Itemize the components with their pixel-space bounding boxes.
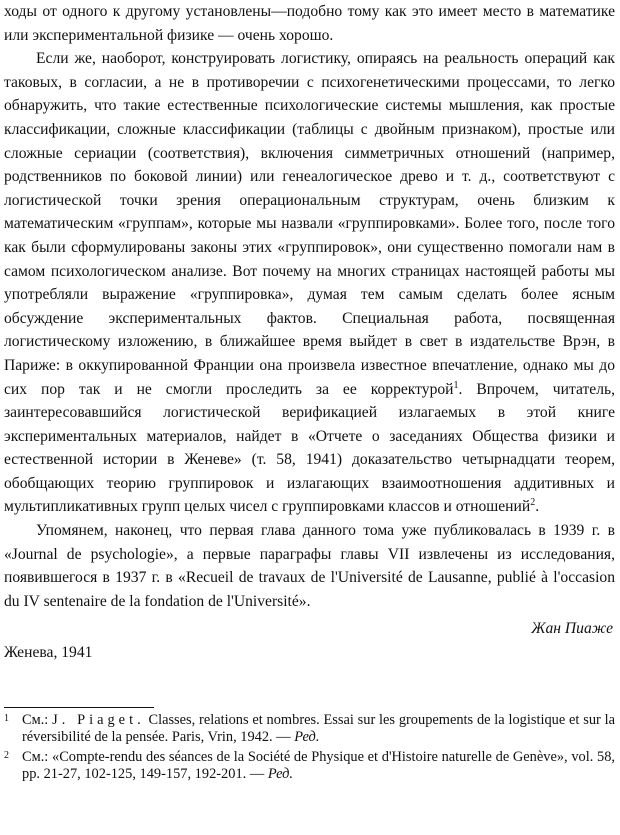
footnote-author: J. Piaget. [52,711,145,728]
paragraph-logistics: Если же, наоборот, конструировать логистику, опираясь на реальность операций как таковых, в согласии, а не в противоречии с психогенетическими процессами, то легко обнаружить, что такие естественные психологические системы мышления, как простые классификации, сложные классификации (таблицы с двойным признаком), простые или сложные сериации (соответствия), включения симметричных отношений (например, родственников по боковой линии) или генеалогическое древо и т. д., соответствуют с логистической точки зрения операциональным структурам, очень близким к математическим «группам», которые мы назвали «группировками». Более того, после того как были сформулированы законы этих «группировок», они существенно помогали нам в самом психологическом анализе. Вот почему на многих страницах настоящей работы мы употребляли выражение «группировка», думая тем самым сделать более ясным обсуждение экспериментальных фактов. Специальная работа, посвященная логистическому изложению, в ближайшее время выйдет в свет в издательстве Врэн, в Париже: в оккупированной Франции она произвела известное впечатление, однако мы до сих пор так и не смогли проследить за ее корректурой$^1$. Впрочем, читатель, заинтересовавшийся логистической верификацией излагаемых в этой книге экспериментальных материалов, найдет в «Отчете о заседаниях Общества физики и естественной истории в Женеве» (т. 58, 1941) доказательство четырнадцати теорем, обобщающих теорию группировок и излагающих взаимоотношения аддитивных и мультипликативных групп целых чисел с группировками классов и отношений$^2$. [4,50,615,516]
place-date: Женева, 1941 [4,644,93,662]
footnote-1 [4,712,615,747]
paragraph-continuation: ходы от одного к другому установлены—подобно тому как это имеет место в математике или экспериментальной физике — очень хорошо. [4,3,615,44]
document-page [4,0,615,786]
footnote-prefix: См.: [22,711,49,728]
author-signature: Жан Пиаже [531,620,613,638]
footnote-editor-mark: Ред. [267,766,294,783]
footnotes [4,712,615,784]
main-text [4,0,615,613]
footnote-editor-mark: Ред. [294,729,320,746]
footnote-number: 1 [4,712,9,724]
footnote-text [22,712,615,747]
footnote-text [22,749,615,784]
footnote-ref-2: 2 [530,497,536,509]
footnote-body: Classes, relations et nombres. Essai sur les groupements de la logistique et sur la réversibilité de la pensée. Paris, Vrin, 1942. — [22,711,615,746]
footnote-divider [4,707,154,708]
paragraph-publication: Упомянем, наконец, что первая глава данного тома уже публиковалась в 1939 г. в «Journal de psychologie», а первые параграфы главы VII извлечены из исследования, появившегося в 1937 г. в «Recueil de travaux de l'Université de Lausanne, publié à l'occasion du IV sentenaire de la fondation de l'Université». [4,522,615,610]
paragraph-logistics-text-2: Впрочем, читатель, заинтересовавшийся логистической верификацией излагаемых в этой книге экспериментальных материалов, найдет в «Отчете о заседаниях Общества физики и естественной истории в Женеве» (т. 58, 1941) доказательство четырнадцати теорем, обобщающих теорию группировок и излагающих взаимоотношения аддитивных и мультипликативных групп целых чисел с группировками классов и отношений [4,380,615,516]
footnote-2 [4,749,615,784]
footnote-number: 2 [4,749,9,761]
footnote-body: «Compte-rendu des séances de la Société de Physique et d'Histoire naturelle de Genève», vol. 58, pp. 21-27, 102-125, 149-157, 192-201. — [22,748,615,783]
paragraph-logistics-text: Если же, наоборот, конструировать логистику, опираясь на реальность операций как таковых, в согласии, а не в противоречии с психогенетическими процессами, то легко обнаружить, что такие естественные психологические системы мышления, как простые классификации, сложные классификации (таблицы с двойным признаком), простые или сложные сериации (соответствия), включения симметричных отношений (например, родственников по боковой линии) или генеалогическое древо и т. д., соответствуют с логистической точки зрения операциональным структурам, очень близким к математическим «группам», которые мы назвали «группировками». Более того, после того как были сформулированы законы этих «группировок», они существенно помогали нам в самом психологическом анализе. Вот почему на многих страницах настоящей работы мы употребляли выражение «группировка», думая тем самым сделать более ясным обсуждение экспериментальных фактов. Специальная работа, посвященная логистическому изложению, в ближайшее время выйдет в свет в издательстве Врэн, в Париже: в оккупированной Франции она произвела известное впечатление, однако мы до сих пор так и не смогли проследить за ее корректурой [4,50,615,398]
footnote-prefix: См.: [22,748,49,765]
footnote-ref-1: 1 [453,379,459,391]
